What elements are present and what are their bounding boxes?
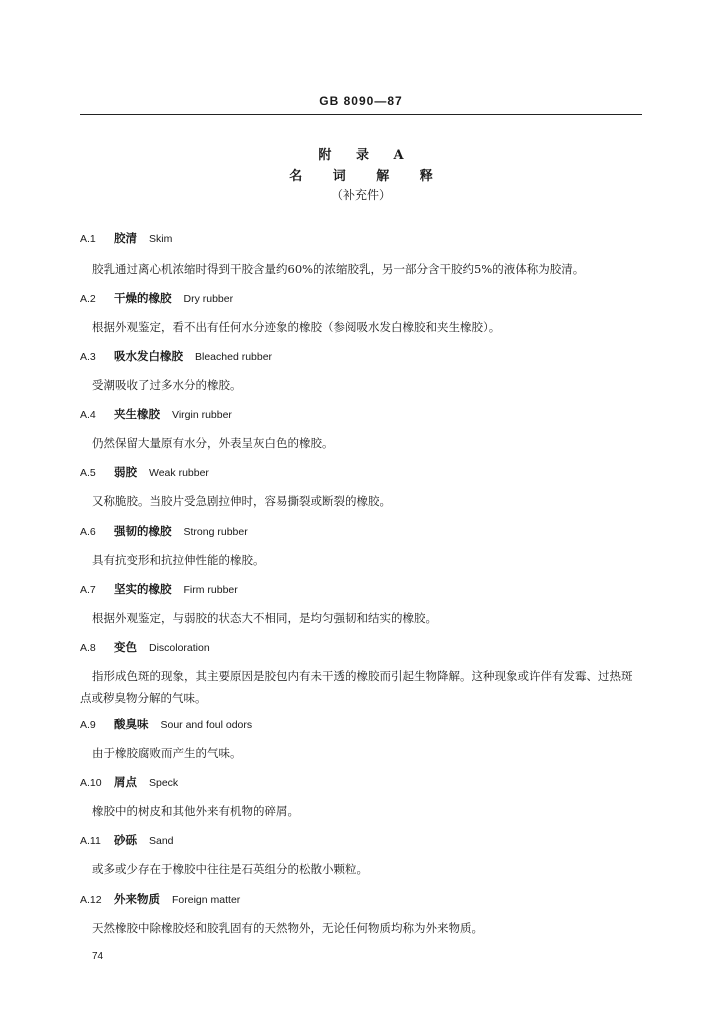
- appendix-title: 附 录 A: [318, 148, 414, 163]
- entry-number: A.3: [80, 351, 96, 363]
- entry-heading-discoloration: [80, 639, 210, 655]
- entry-definition-weak-rubber: 又称脆胶。当胶片受急剧拉伸时，容易撕裂或断裂的橡胶。: [92, 494, 391, 508]
- entry-number: A.5: [80, 467, 96, 479]
- entry-number: A.2: [80, 293, 96, 305]
- entry-heading-foreign-matter: [80, 891, 240, 907]
- term-english: Discoloration: [149, 642, 210, 654]
- entry-number: A.10: [80, 777, 102, 789]
- entry-heading-virgin-rubber: [80, 406, 232, 422]
- entry-number: A.4: [80, 409, 96, 421]
- term-english: Firm rubber: [183, 584, 238, 596]
- entry-definition-discoloration: 指形成色斑的现象，其主要原因是胶包内有未干透的橡胶而引起生物降解。这种现象或许伴有发霉、过热斑点或秽臭物分解的气味。: [80, 669, 633, 705]
- entry-definition-sour-odors: 由于橡胶腐败而产生的气味。: [92, 746, 242, 760]
- entry-heading-bleached-rubber: [80, 348, 272, 364]
- entry-heading-sour-odors: [80, 716, 252, 732]
- term-chinese: 干燥的橡胶: [114, 291, 172, 305]
- term-english: Strong rubber: [183, 526, 248, 538]
- entry-number: A.6: [80, 526, 96, 538]
- term-english: Skim: [149, 233, 173, 245]
- appendix-subtitle: 名 词 解 释: [289, 169, 446, 184]
- term-chinese: 屑点: [114, 775, 137, 789]
- entry-heading-firm-rubber: [80, 581, 238, 597]
- entry-definition-virgin-rubber: 仍然保留大量原有水分，外表呈灰白色的橡胶。: [92, 436, 334, 450]
- entry-definition-sand: 或多或少存在于橡胶中往往是石英组分的松散小颗粒。: [92, 862, 368, 876]
- term-chinese: 酸臭味: [114, 717, 149, 731]
- entry-definition-firm-rubber: 根据外观鉴定，与弱胶的状态大不相同，是均匀强韧和结实的橡胶。: [92, 611, 437, 625]
- page-number: 74: [92, 951, 104, 962]
- entry-number: A.11: [80, 835, 101, 847]
- entry-number: A.9: [80, 719, 96, 731]
- term-chinese: 砂砾: [114, 833, 137, 847]
- term-english: Foreign matter: [172, 894, 241, 906]
- term-chinese: 强韧的橡胶: [114, 524, 172, 538]
- entry-definition-speck: 橡胶中的树皮和其他外来有机物的碎屑。: [92, 804, 299, 818]
- standard-code: GB 8090—87: [319, 94, 403, 108]
- term-chinese: 胶清: [114, 231, 137, 245]
- entry-definition-foreign-matter: 天然橡胶中除橡胶烃和胶乳固有的天然物外，无论任何物质均称为外来物质。: [92, 921, 483, 935]
- term-english: Sour and foul odors: [160, 719, 253, 731]
- entry-heading-sand: [80, 832, 174, 848]
- term-english: Speck: [149, 777, 179, 789]
- entry-definition-dry-rubber: 根据外观鉴定，看不出有任何水分迹象的橡胶（参阅吸水发白橡胶和夹生橡胶）。: [92, 320, 501, 334]
- term-english: Bleached rubber: [195, 351, 273, 363]
- term-chinese: 变色: [114, 640, 137, 654]
- term-english: Dry rubber: [183, 293, 234, 305]
- entry-definition-skim: 胶乳通过离心机浓缩时得到干胶含量约60%的浓缩胶乳，另一部分含干胶约5%的液体称为胶清。: [92, 262, 585, 276]
- entry-heading-strong-rubber: [80, 523, 248, 539]
- term-chinese: 夹生橡胶: [114, 407, 160, 421]
- entry-heading-dry-rubber: [80, 290, 233, 306]
- term-chinese: 吸水发白橡胶: [114, 349, 183, 363]
- entry-heading-weak-rubber: [80, 464, 209, 480]
- term-english: Sand: [149, 835, 174, 847]
- entry-heading-speck: [80, 774, 178, 790]
- appendix-note: （补充件）: [330, 188, 391, 202]
- header-rule: [80, 114, 642, 115]
- term-chinese: 坚实的橡胶: [114, 582, 172, 596]
- entry-number: A.1: [80, 233, 96, 245]
- entry-definition-bleached-rubber: 受潮吸收了过多水分的橡胶。: [92, 378, 242, 392]
- entry-definition-strong-rubber: 具有抗变形和抗拉伸性能的橡胶。: [92, 553, 265, 567]
- entry-heading-skim: [80, 230, 172, 246]
- term-english: Weak rubber: [149, 467, 209, 479]
- term-chinese: 弱胶: [114, 465, 137, 479]
- entry-number: A.12: [80, 894, 102, 906]
- entry-number: A.8: [80, 642, 96, 654]
- entry-number: A.7: [80, 584, 96, 596]
- term-chinese: 外来物质: [114, 892, 160, 906]
- term-english: Virgin rubber: [172, 409, 232, 421]
